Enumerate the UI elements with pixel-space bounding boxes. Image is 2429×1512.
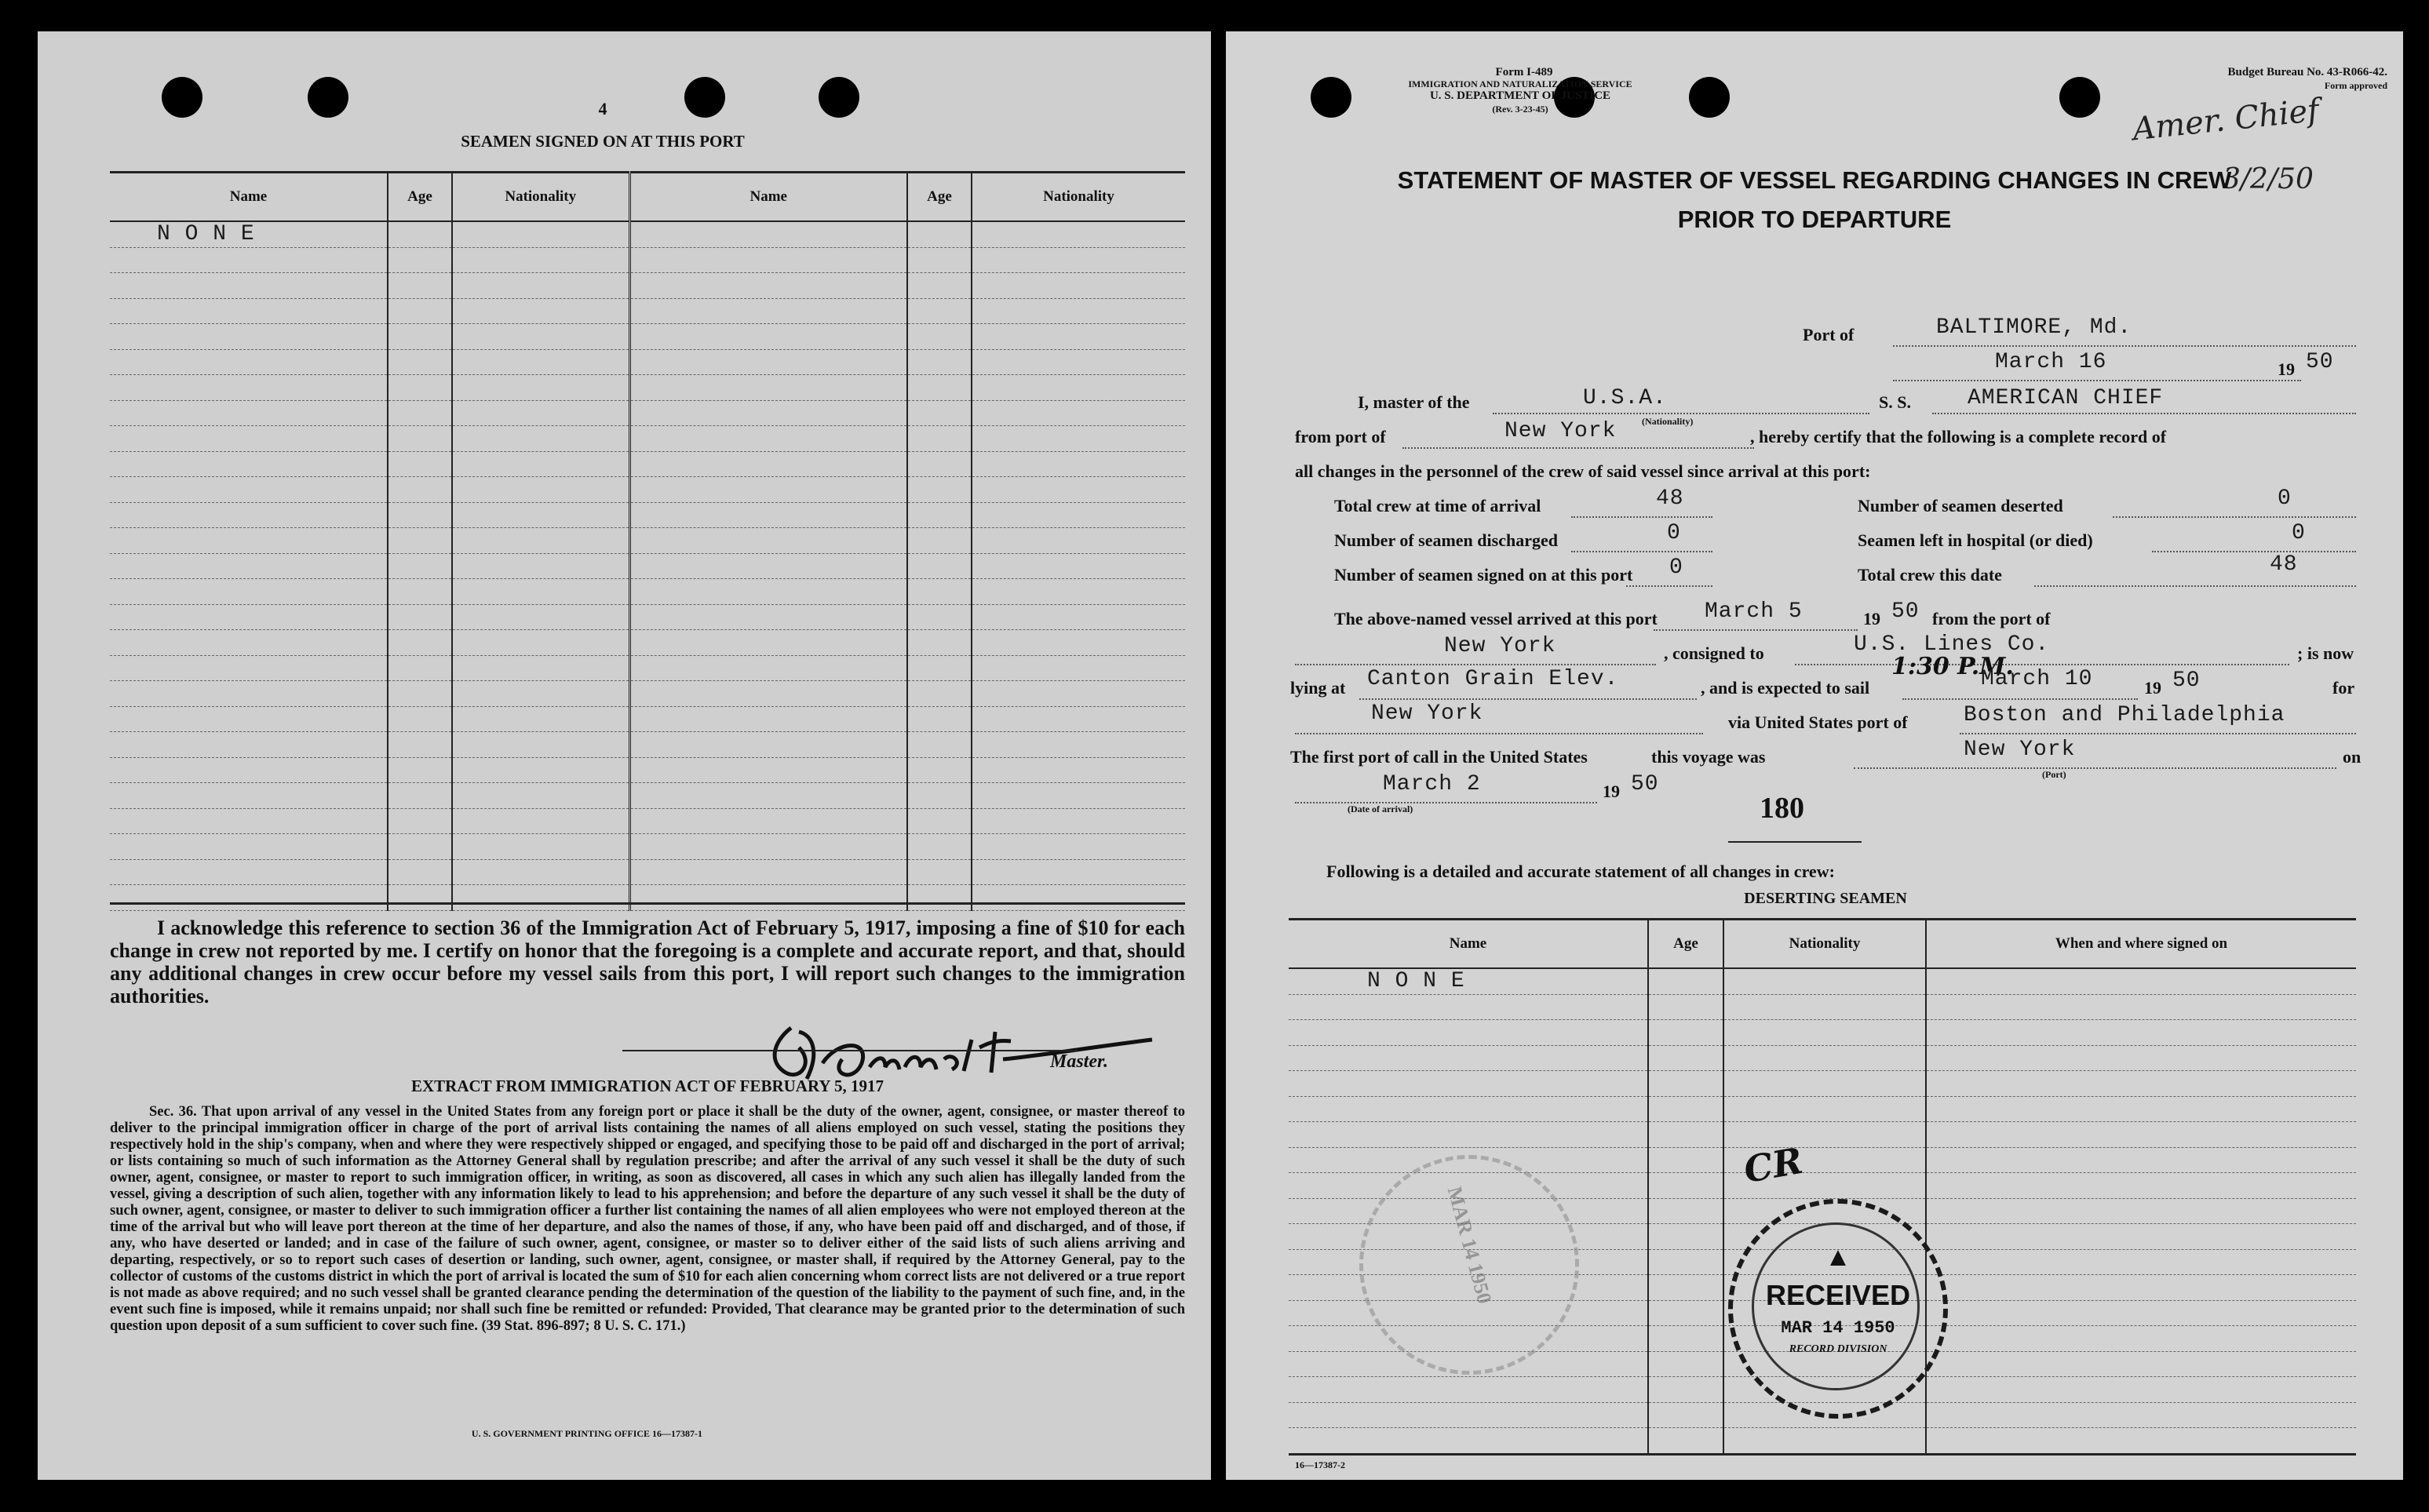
nationality-value: U.S.A. bbox=[1583, 386, 1667, 410]
stat-label: Number of seamen discharged bbox=[1334, 530, 1558, 550]
port-value: BALTIMORE, Md. bbox=[1936, 315, 2132, 340]
table-row bbox=[110, 808, 1185, 834]
budget-bureau: Budget Bureau No. 43-R066-42. bbox=[2227, 66, 2387, 78]
stat-label: Number of seamen signed on at this port bbox=[1334, 565, 1633, 585]
form-number: 180 bbox=[1760, 792, 1804, 825]
from-the-port-label: from the port of bbox=[1932, 609, 2051, 628]
arrived-label: The above-named vessel arrived at this port bbox=[1334, 609, 1658, 628]
table-row bbox=[110, 783, 1185, 809]
consigned-label: , consigned to bbox=[1664, 643, 1764, 663]
column-header: Name bbox=[110, 173, 388, 222]
form-title: STATEMENT OF MASTER OF VESSEL REGARDING CHANGES IN CREW bbox=[1397, 166, 2232, 194]
master-of-label: I, master of the bbox=[1358, 392, 1470, 412]
stamp-date: MAR 14 1950 bbox=[1781, 1318, 1895, 1338]
table-row bbox=[110, 732, 1185, 758]
table-row bbox=[1289, 1428, 2356, 1454]
table-row bbox=[110, 655, 1185, 681]
printer-line: U. S. GOVERNMENT PRINTING OFFICE 16—17387-1 bbox=[471, 1428, 703, 1439]
table-row bbox=[110, 834, 1185, 860]
extract-title: EXTRACT FROM IMMIGRATION ACT OF FEBRUARY 5, 1917 bbox=[410, 1077, 884, 1095]
handwritten-date: 3/2/50 bbox=[2223, 163, 2314, 195]
port-caption: (Port) bbox=[2042, 769, 2066, 780]
column-header: When and where signed on bbox=[1926, 920, 2356, 969]
report-date: March 16 bbox=[1995, 350, 2107, 374]
right-page bbox=[1226, 31, 2403, 1480]
nationality-caption: (Nationality) bbox=[1642, 416, 1694, 427]
year-prefix: 19 bbox=[2144, 678, 2161, 698]
changes-text: all changes in the personnel of the crew of said vessel since arrival at this port: bbox=[1295, 461, 1871, 481]
expected-label: , and is expected to sail bbox=[1701, 678, 1870, 698]
stat-signed-on: 0 bbox=[1669, 556, 1683, 580]
table-row bbox=[110, 477, 1185, 503]
handwritten-ship-note: Amer. Chief bbox=[2131, 92, 2321, 148]
table-row bbox=[110, 502, 1185, 528]
table-row bbox=[110, 757, 1185, 783]
report-year: 50 bbox=[2306, 350, 2334, 374]
column-header: Age bbox=[388, 173, 452, 222]
left-page bbox=[38, 31, 1211, 1480]
form-approved: Form approved bbox=[2324, 80, 2387, 91]
faded-received-stamp bbox=[1359, 1155, 1579, 1375]
deserting-title: DESERTING SEAMEN bbox=[1744, 890, 1907, 907]
arrived-from: New York bbox=[1444, 634, 1556, 658]
consignee: U.S. Lines Co. bbox=[1854, 632, 2050, 657]
table-row bbox=[110, 706, 1185, 732]
stamp-division: RECORD DIVISION bbox=[1789, 1343, 1887, 1355]
stat-discharged: 0 bbox=[1667, 521, 1681, 545]
arrived-year: 50 bbox=[1891, 599, 1920, 624]
table-row bbox=[110, 349, 1185, 375]
ship-name: AMERICAN CHIEF bbox=[1968, 386, 2164, 410]
stat-hospital: 0 bbox=[2292, 521, 2306, 545]
table-row bbox=[1289, 994, 2356, 1020]
acknowledgment-text: I acknowledge this reference to section 36 of the Immigration Act of February 5, 1917, imposing a fine of $10 for each change in crew not reported by me. I certify on honor that the foregoing is a complete and accurate report, and that, should any additional changes in crew occur before my vessel sails from this port, I will report such changes to the immigration authorities. bbox=[110, 916, 1185, 1007]
table-row bbox=[1289, 1020, 2356, 1046]
column-header: Name bbox=[629, 173, 907, 222]
from-port-label: from port of bbox=[1295, 427, 1386, 446]
table-row bbox=[110, 451, 1185, 477]
stamp-received-text: RECEIVED bbox=[1765, 1279, 1911, 1311]
arrived-date: March 5 bbox=[1705, 599, 1803, 624]
certify-text: , hereby certify that the following is a complete record of bbox=[1750, 427, 2167, 446]
stamp-star-icon: ▲ bbox=[1825, 1243, 1851, 1272]
table-row bbox=[110, 859, 1185, 885]
table-row bbox=[110, 324, 1185, 350]
column-header: Nationality bbox=[1723, 920, 1926, 969]
table-row bbox=[1289, 1096, 2356, 1122]
first-date: March 2 bbox=[1383, 772, 1481, 796]
first-port: New York bbox=[1964, 738, 2076, 762]
table-row bbox=[110, 579, 1185, 605]
extract-text: Sec. 36. That upon arrival of any vessel in the United States from any foreign port or place it shall be the duty of the owner, agent, consignee, or master thereof to deliver to the principal immigration officer in charge of the port of arrival lists containing the names of all aliens employed on such vessel, stating the positions they respectively hold in the ship's company, when and where they were respectively shipped or engaged, and specifying those to be paid off and discharged in the port of arrival; or lists containing so much of such information as the Attorney General shall by regulation prescribe; and after the arrival of any such vessel it shall be the duty of such owner, agent, consignee, or master to report to such immigration officer, in writing, as soon as discovered, all cases in which any such alien has illegally landed from the vessel, giving a description of such alien, together with any information likely to lead to his apprehension; and before the departure of any such vessel it shall be the duty of such owner, agent, consignee, or master to deliver to such immigration officer a further list containing the names of all alien employees who were not employed thereon at the time of the arrival but who will leave port thereon at the time of her departure, and also the names of those, if any, who have been paid off and discharged, and of those, if any, who have deserted or landed; and in case of the failure of such owner, agent, consignee, or master so to deliver either of the said lists of such aliens arriving and departing, respectively, or so to report such cases of desertion or landing, such owner, agent, consignee, or master shall, if required by the Attorney General, pay to the collector of customs of the customs district in which the port of arrival is located the sum of $10 for each alien concerning whom correct lists are not delivered or a true report is not made as above required; and no such vessel shall be granted clearance pending the determination of the question of the liability to the payment of such fine, and, in the event such fine is imposed, while it remains unpaid; nor shall such fine be remitted or refunded: Provided, That clearance may be granted prior to the determination of such question upon deposit of a sum sufficient to cover such fine. (39 Stat. 896-897; 8 U. S. C. 171.) bbox=[110, 1104, 1185, 1334]
footer-code: 16—17387-2 bbox=[1295, 1459, 1345, 1470]
column-header: Nationality bbox=[972, 173, 1185, 222]
destination: New York bbox=[1371, 701, 1483, 726]
master-label: Master. bbox=[1050, 1051, 1109, 1072]
via-label: via United States port of bbox=[1728, 712, 1908, 732]
from-port-value: New York bbox=[1504, 419, 1617, 443]
stat-label: Total crew this date bbox=[1858, 565, 2002, 585]
table-row bbox=[110, 553, 1185, 579]
lying-label: lying at bbox=[1290, 678, 1346, 698]
table-bottom-rule bbox=[1289, 1453, 2356, 1456]
first-year: 50 bbox=[1631, 772, 1659, 796]
via-ports: Boston and Philadelphia bbox=[1964, 703, 2285, 727]
table-row bbox=[1289, 1071, 2356, 1097]
agency-line-2: U. S. DEPARTMENT OF JUSTICE bbox=[1429, 89, 1611, 102]
signed-on-table bbox=[110, 171, 1185, 911]
stat-label: Total crew at time of arrival bbox=[1334, 496, 1541, 516]
punch-hole bbox=[819, 77, 859, 118]
revision: (Rev. 3-23-45) bbox=[1492, 104, 1548, 115]
form-subtitle: PRIOR TO DEPARTURE bbox=[1677, 206, 1952, 233]
stat-deserted: 0 bbox=[2278, 486, 2292, 511]
ss-label: S. S. bbox=[1879, 392, 1911, 412]
table-body bbox=[110, 221, 1185, 910]
table-bottom-rule bbox=[110, 902, 1185, 905]
faded-stamp-date: MAR 14 1950 bbox=[1442, 1184, 1497, 1306]
year-prefix: 19 bbox=[1863, 609, 1880, 628]
stat-total-date: 48 bbox=[2270, 552, 2298, 577]
table-row bbox=[110, 681, 1185, 707]
lying-at: Canton Grain Elev. bbox=[1367, 667, 1619, 691]
punch-hole bbox=[684, 77, 725, 118]
signature-line bbox=[622, 1050, 1078, 1051]
port-label: Port of bbox=[1803, 325, 1855, 344]
is-now-label: ; is now bbox=[2297, 643, 2354, 663]
following-text: Following is a detailed and accurate statement of all changes in crew: bbox=[1326, 862, 1835, 881]
table-row bbox=[110, 247, 1185, 273]
stat-label: Seamen left in hospital (or died) bbox=[1858, 530, 2093, 550]
form-id: Form I-489 bbox=[1495, 66, 1553, 78]
column-header: Age bbox=[1648, 920, 1723, 969]
table-row bbox=[110, 273, 1185, 299]
section-title: SEAMEN SIGNED ON AT THIS PORT bbox=[461, 132, 745, 151]
column-header: Name bbox=[1289, 920, 1648, 969]
sail-time: 1:30 P.M. bbox=[1891, 653, 2014, 680]
on-label: on bbox=[2343, 747, 2362, 767]
year-prefix: 19 bbox=[1603, 782, 1620, 801]
column-header: Age bbox=[907, 173, 972, 222]
stat-label: Number of seamen deserted bbox=[1858, 496, 2063, 516]
column-header: Nationality bbox=[452, 173, 629, 222]
table-row bbox=[110, 400, 1185, 426]
table-row bbox=[110, 528, 1185, 554]
name-cell: N O N E bbox=[110, 221, 388, 247]
received-stamp bbox=[1728, 1199, 1948, 1419]
date-caption: (Date of arrival) bbox=[1348, 803, 1413, 814]
sail-date: March 10 bbox=[1981, 667, 2093, 691]
table-row bbox=[110, 604, 1185, 630]
table-row bbox=[1289, 1045, 2356, 1071]
table-row bbox=[110, 426, 1185, 452]
handwritten-initials: CR bbox=[1740, 1139, 1806, 1192]
table-row bbox=[110, 221, 1185, 247]
sail-year: 50 bbox=[2172, 669, 2201, 693]
punch-hole bbox=[308, 77, 348, 118]
agency-line-1: IMMIGRATION AND NATURALIZATION SERVICE bbox=[1408, 78, 1632, 89]
first-port-label: The first port of call in the United States bbox=[1290, 747, 1588, 767]
table-row bbox=[110, 375, 1185, 401]
stat-total-arrival: 48 bbox=[1656, 486, 1684, 511]
this-voyage-label: this voyage was bbox=[1651, 747, 1766, 767]
year-prefix: 19 bbox=[2278, 359, 2295, 379]
name-cell: N O N E bbox=[1289, 968, 1648, 994]
for-label: for bbox=[2332, 678, 2355, 698]
table-row bbox=[110, 885, 1185, 911]
table-row bbox=[110, 298, 1185, 324]
punch-hole bbox=[162, 77, 202, 118]
table-row bbox=[1289, 968, 2356, 994]
page-number: 4 bbox=[598, 99, 607, 118]
table-row bbox=[110, 630, 1185, 656]
